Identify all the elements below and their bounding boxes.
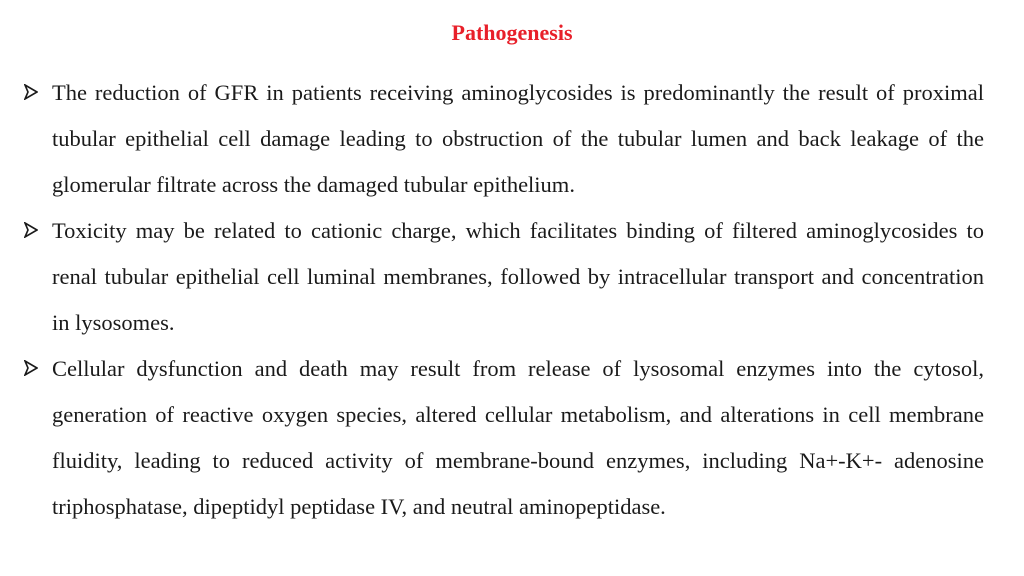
bullet-item bbox=[22, 70, 984, 208]
bullet-item bbox=[22, 208, 984, 346]
slide-title: Pathogenesis bbox=[451, 20, 573, 45]
bullet-list bbox=[22, 70, 984, 530]
bullet-item bbox=[22, 346, 984, 530]
bullet-text: Toxicity may be related to cationic charge, which facilitates binding of filtered aminoglycosides to renal tubular epithelial cell luminal membranes, followed by intracellular transport and concentration in lysosomes. bbox=[52, 218, 984, 335]
arrow-bullet-icon bbox=[24, 360, 38, 376]
bullet-text: Cellular dysfunction and death may result from release of lysosomal enzymes into the cytosol, generation of reactive oxygen species, altered cellular metabolism, and alterations in cell membrane fluidity, leading to reduced activity of membrane-bound enzymes, including Na+-K+- adenosine triphosphatase, dipeptidyl peptidase IV, and neutral aminopeptidase. bbox=[52, 356, 984, 519]
arrow-bullet-icon bbox=[24, 222, 38, 238]
arrow-bullet-icon bbox=[24, 84, 38, 100]
bullet-text: The reduction of GFR in patients receiving aminoglycosides is predominantly the result of proximal tubular epithelial cell damage leading to obstruction of the tubular lumen and back leakage of the glomerular filtrate across the damaged tubular epithelium. bbox=[52, 80, 984, 197]
